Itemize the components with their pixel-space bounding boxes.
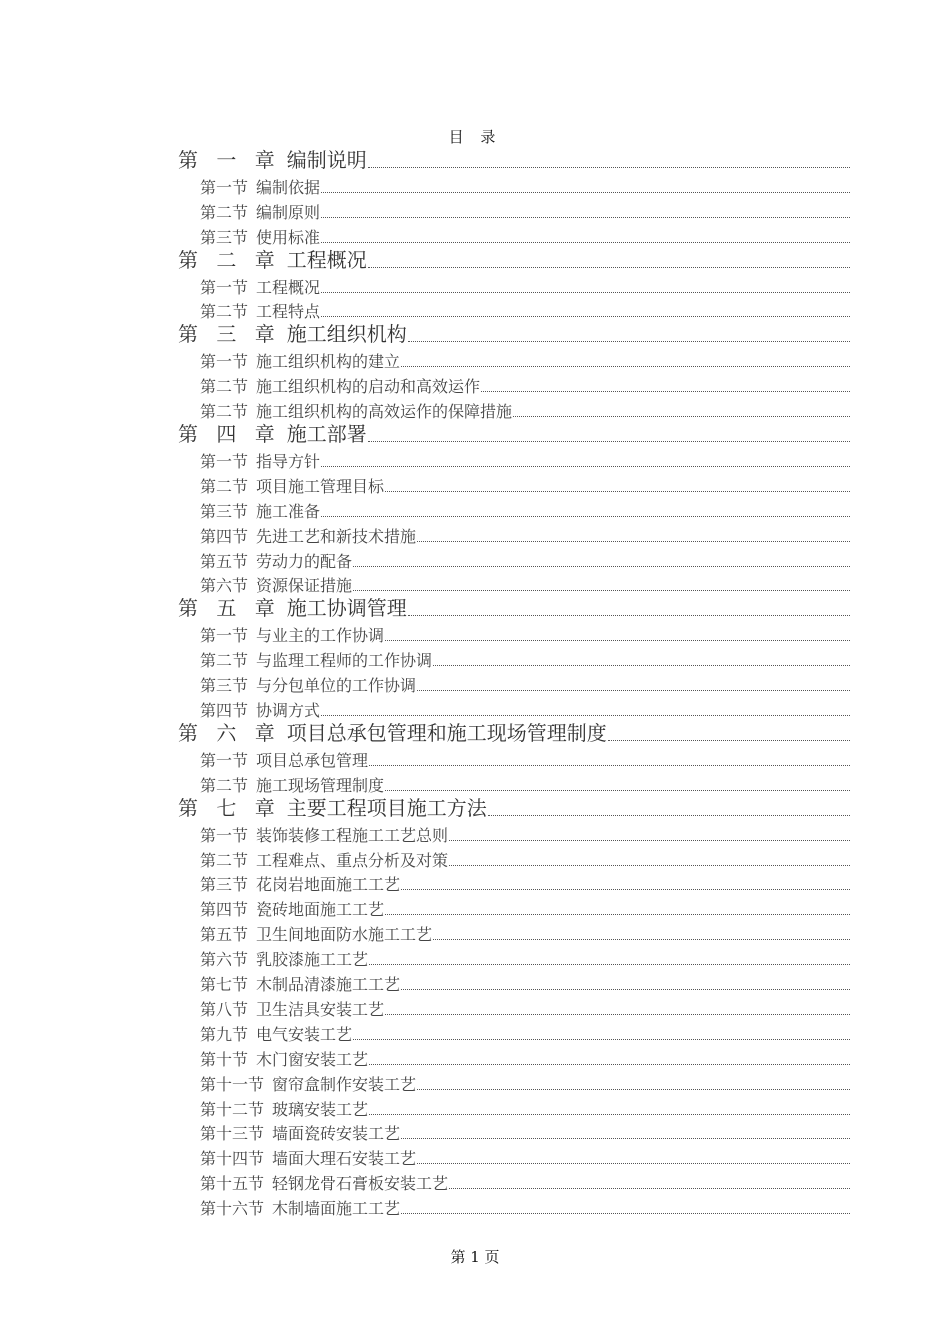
toc-entry-text [200,1072,416,1095]
toc-entry-text [200,399,512,422]
dot-leader [401,365,850,367]
toc-section-entry[interactable] [178,572,850,597]
toc-section-entry[interactable] [178,746,850,771]
section-title: 施工组织机构的启动和高效运作 [256,377,481,397]
toc-section-entry[interactable] [178,1045,850,1070]
section-number: 第三节 [200,875,249,895]
toc-entry-text [200,773,384,796]
chapter-title: 施工组织机构 [286,322,407,347]
section-title: 工程特点 [256,302,321,322]
toc-entry-text [200,872,400,895]
toc-entry-text [200,897,384,920]
section-number: 第三节 [200,227,249,247]
section-number: 第六节 [200,576,249,596]
dot-leader [369,764,850,766]
toc-entry-text [200,225,320,248]
dot-leader [321,291,850,293]
toc-chapter-entry[interactable] [178,322,850,347]
toc-entry-text [200,823,448,846]
section-title: 先进工艺和新技术措施 [256,526,417,546]
toc-section-entry[interactable] [178,671,850,696]
section-title: 瓷砖地面施工工艺 [256,900,385,920]
section-number: 第十节 [200,1049,249,1069]
dot-leader [433,938,850,940]
dot-leader [417,1162,850,1164]
toc-entry-text [200,922,432,945]
toc-entry-text [200,673,416,696]
section-number: 第一节 [200,626,249,646]
section-number: 第四节 [200,701,249,721]
section-title: 木制墙面施工工艺 [272,1199,401,1219]
dot-leader [401,888,850,890]
toc-entry-text [200,972,400,995]
toc-entry-text [200,200,320,223]
page-number: 第 1 页 [450,1248,500,1266]
dot-leader [449,864,850,866]
dot-leader [401,1137,850,1139]
dot-leader [449,1187,850,1189]
toc-entry-text [200,275,320,298]
section-title: 玻璃安装工艺 [272,1099,369,1119]
dot-leader [488,814,850,816]
chapter-title: 施工协调管理 [286,596,407,621]
toc-entry-text [200,374,480,397]
section-title: 装饰装修工程施工工艺总则 [256,825,449,845]
section-number: 第五节 [200,551,249,571]
section-title: 施工组织机构的高效运作的保障措施 [256,402,513,422]
toc-entry-text [200,299,320,322]
section-number: 第二节 [200,850,249,870]
chapter-number: 第 四 章 [178,422,281,447]
toc-section-entry[interactable] [178,1169,850,1194]
dot-leader [385,1013,850,1015]
section-number: 第四节 [200,900,249,920]
table-of-contents [178,148,850,1219]
section-number: 第三节 [200,501,249,521]
toc-entry-text [200,349,400,372]
section-number: 第一节 [200,825,249,845]
toc-entry-text [200,947,368,970]
toc-entry-text [178,248,367,273]
section-title: 编制依据 [256,177,321,197]
toc-entry-text [200,573,352,596]
toc-entry-text [178,422,367,447]
toc-entry-text [200,1171,448,1194]
toc-section-entry[interactable] [178,1070,850,1095]
toc-section-entry[interactable] [178,1194,850,1219]
section-title: 工程概况 [256,277,321,297]
toc-section-entry[interactable] [178,821,850,846]
dot-leader [353,589,850,591]
toc-chapter-entry[interactable] [178,721,850,746]
dot-leader [401,1212,850,1214]
toc-entry-text [200,1047,368,1070]
chapter-number: 第 七 章 [178,795,281,820]
section-title: 花岗岩地面施工工艺 [256,875,401,895]
toc-section-entry[interactable] [178,621,850,646]
section-number: 第九节 [200,1024,249,1044]
dot-leader [449,839,850,841]
toc-entry-text [178,148,367,173]
section-number: 第十三节 [200,1124,265,1144]
dot-leader [369,1063,850,1065]
section-number: 第十二节 [200,1099,265,1119]
dot-leader [408,340,850,342]
section-title: 资源保证措施 [256,576,353,596]
chapter-title: 项目总承包管理和施工现场管理制度 [286,721,607,746]
toc-entry-text [200,748,368,771]
section-title: 项目总承包管理 [256,750,369,770]
section-title: 木门窗安装工艺 [256,1049,369,1069]
toc-section-entry[interactable] [178,771,850,796]
section-title: 木制品清漆施工工艺 [256,975,401,995]
section-title: 协调方式 [256,701,321,721]
toc-section-entry[interactable] [178,173,850,198]
section-title: 工程难点、重点分析及对策 [256,850,449,870]
section-title: 轻钢龙骨石膏板安装工艺 [272,1174,449,1194]
toc-chapter-entry[interactable] [178,248,850,273]
toc-section-entry[interactable] [178,298,850,323]
toc-chapter-entry[interactable] [178,796,850,821]
toc-section-entry[interactable] [178,1095,850,1120]
section-number: 第二节 [200,302,249,322]
toc-entry-text [178,596,407,621]
chapter-number: 第 二 章 [178,247,281,272]
toc-section-entry[interactable] [178,696,850,721]
dot-leader [608,739,850,741]
section-number: 第七节 [200,975,249,995]
section-title: 项目施工管理目标 [256,476,385,496]
dot-leader [369,1113,850,1115]
toc-section-entry[interactable] [178,1144,850,1169]
section-title: 使用标准 [256,227,321,247]
toc-section-entry[interactable] [178,347,850,372]
section-number: 第一节 [200,277,249,297]
section-number: 第十一节 [200,1074,265,1094]
section-number: 第一节 [200,452,249,472]
toc-entry-text [200,1022,352,1045]
dot-leader [417,689,850,691]
toc-section-entry[interactable] [178,522,850,547]
dot-leader [433,664,850,666]
chapter-title: 施工部署 [286,422,367,447]
dot-leader [321,515,850,517]
section-title: 施工现场管理制度 [256,775,385,795]
dot-leader [408,614,850,616]
toc-entry-text [200,1121,400,1144]
toc-entry-text [200,623,384,646]
dot-leader [353,565,850,567]
section-number: 第五节 [200,925,249,945]
toc-section-entry[interactable] [178,447,850,472]
toc-entry-text [200,648,432,671]
section-title: 墙面大理石安装工艺 [272,1149,417,1169]
toc-entry-text [200,1196,400,1219]
toc-entry-text [200,474,384,497]
toc-entry-text [178,721,607,746]
toc-entry-text [200,997,384,1020]
toc-section-entry[interactable] [178,273,850,298]
toc-entry-text [200,175,320,198]
toc-section-entry[interactable] [178,871,850,896]
dot-leader [401,988,850,990]
toc-section-entry[interactable] [178,1020,850,1045]
toc-section-entry[interactable] [178,547,850,572]
chapter-number: 第 三 章 [178,322,281,347]
section-number: 第三节 [200,676,249,696]
toc-entry-text [200,848,448,871]
toc-entry-text [178,322,407,347]
toc-chapter-entry[interactable] [178,596,850,621]
dot-leader [385,913,850,915]
dot-leader [321,315,850,317]
section-number: 第一节 [200,352,249,372]
toc-section-entry[interactable] [178,1120,850,1145]
toc-entry-text [200,698,320,721]
toc-entry-text [200,524,416,547]
dot-leader [368,266,850,268]
section-number: 第二节 [200,377,249,397]
dot-leader [417,1088,850,1090]
section-number: 第二节 [200,476,249,496]
section-title: 施工准备 [256,501,321,521]
toc-entry-text [200,1146,416,1169]
dot-leader [321,714,850,716]
dot-leader [321,191,850,193]
section-title: 墙面瓷砖安装工艺 [272,1124,401,1144]
section-title: 施工组织机构的建立 [256,352,401,372]
toc-section-entry[interactable] [178,895,850,920]
toc-chapter-entry[interactable] [178,148,850,173]
chapter-number: 第 一 章 [178,148,281,172]
section-number: 第一节 [200,750,249,770]
toc-section-entry[interactable] [178,920,850,945]
toc-section-entry[interactable] [178,372,850,397]
dot-leader [368,166,850,168]
dot-leader [321,465,850,467]
dot-leader [417,540,850,542]
section-number: 第二节 [200,651,249,671]
toc-section-entry[interactable] [178,497,850,522]
dot-leader [513,415,850,417]
dot-leader [385,789,850,791]
toc-section-entry[interactable] [178,223,850,248]
toc-section-entry[interactable] [178,995,850,1020]
toc-entry-text [200,1097,368,1120]
section-title: 窗帘盒制作安装工艺 [272,1074,417,1094]
section-number: 第十四节 [200,1149,265,1169]
dot-leader [321,216,850,218]
dot-leader [369,963,850,965]
toc-entry-text [200,499,320,522]
chapter-title: 主要工程项目施工方法 [286,795,487,820]
section-title: 指导方针 [256,452,321,472]
toc-entry-text [200,549,352,572]
dot-leader [385,639,850,641]
section-title: 与分包单位的工作协调 [256,676,417,696]
section-title: 卫生洁具安装工艺 [256,999,385,1019]
section-number: 第六节 [200,950,249,970]
chapter-title: 编制说明 [286,148,367,172]
toc-chapter-entry[interactable] [178,422,850,447]
section-title: 劳动力的配备 [256,551,353,571]
toc-title: 目 录 [448,128,502,146]
dot-leader [321,241,850,243]
section-number: 第四节 [200,526,249,546]
section-number: 第二节 [200,402,249,422]
toc-section-entry[interactable] [178,970,850,995]
section-number: 第一节 [200,177,249,197]
section-title: 卫生间地面防水施工工艺 [256,925,433,945]
section-number: 第八节 [200,999,249,1019]
toc-section-entry[interactable] [178,646,850,671]
toc-entry-text [200,449,320,472]
chapter-number: 第 五 章 [178,596,281,621]
toc-entry-text [178,796,487,821]
dot-leader [353,1038,850,1040]
section-number: 第十六节 [200,1199,265,1219]
section-number: 第二节 [200,775,249,795]
toc-section-entry[interactable] [178,846,850,871]
chapter-title: 工程概况 [286,247,367,272]
section-title: 与监理工程师的工作协调 [256,651,433,671]
section-title: 与业主的工作协调 [256,626,385,646]
toc-section-entry[interactable] [178,397,850,422]
toc-section-entry[interactable] [178,472,850,497]
section-title: 编制原则 [256,202,321,222]
dot-leader [368,440,850,442]
section-title: 乳胶漆施工工艺 [256,950,369,970]
section-number: 第十五节 [200,1174,265,1194]
dot-leader [481,390,850,392]
dot-leader [385,490,850,492]
section-number: 第二节 [200,202,249,222]
toc-section-entry[interactable] [178,945,850,970]
chapter-number: 第 六 章 [178,721,281,746]
section-title: 电气安装工艺 [256,1024,353,1044]
toc-section-entry[interactable] [178,198,850,223]
